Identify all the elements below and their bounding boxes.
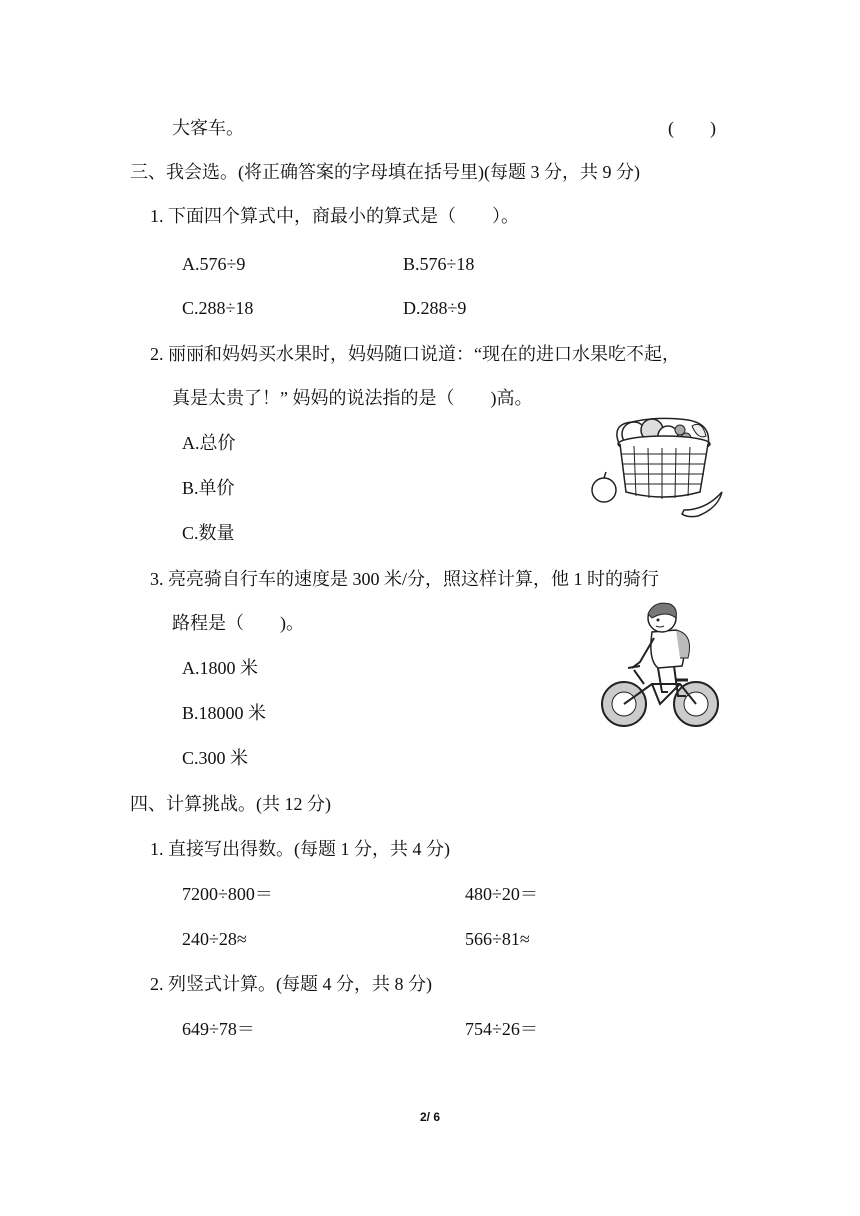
q1-option-c[interactable]: C.288÷18: [182, 298, 254, 318]
q3-stem-line1: 3. 亮亮骑自行车的速度是 300 米/分，照这样计算，他 1 时的骑行: [150, 569, 659, 589]
q1-option-b[interactable]: B.576÷18: [403, 254, 475, 274]
p1-item-1: 7200÷800＝: [182, 884, 273, 904]
q2-option-a[interactable]: A.总价: [182, 433, 236, 453]
boy-riding-bicycle-illustration: [596, 600, 726, 730]
q1-stem: 1. 下面四个算式中，商最小的算式是（ ）。: [150, 206, 519, 226]
q3-option-a[interactable]: A.1800 米: [182, 658, 258, 678]
p1-item-2: 480÷20＝: [465, 884, 538, 904]
section-3-heading: 三、我会选。(将正确答案的字母填在括号里)(每题 3 分，共 9 分): [130, 162, 640, 182]
q2-stem-line1: 2. 丽丽和妈妈买水果时，妈妈随口说道：“现在的进口水果吃不起，: [150, 344, 680, 364]
section-4-heading: 四、计算挑战。(共 12 分): [130, 794, 331, 814]
q1-option-d[interactable]: D.288÷9: [403, 298, 467, 318]
page-number: 2/ 6: [419, 1110, 440, 1124]
q3-option-c[interactable]: C.300 米: [182, 748, 249, 768]
q3-option-b[interactable]: B.18000 米: [182, 703, 267, 723]
q2-stem-line2: 真是太贵了！” 妈妈的说法指的是（ )高。: [172, 388, 533, 408]
p1-item-4: 566÷81≈: [465, 929, 530, 949]
prev-question-tail: 大客车。: [172, 118, 244, 138]
p2-title: 2. 列竖式计算。(每题 4 分，共 8 分): [150, 974, 432, 994]
p2-item-1: 649÷78＝: [182, 1019, 255, 1039]
fruit-basket-illustration: [588, 416, 728, 522]
q1-option-a[interactable]: A.576÷9: [182, 254, 246, 274]
q2-option-c[interactable]: C.数量: [182, 523, 235, 543]
q3-stem-line2: 路程是（ )。: [172, 613, 304, 633]
p1-title: 1. 直接写出得数。(每题 1 分，共 4 分): [150, 839, 450, 859]
p1-item-3: 240÷28≈: [182, 929, 247, 949]
p2-item-2: 754÷26＝: [465, 1019, 538, 1039]
q2-option-b[interactable]: B.单价: [182, 478, 235, 498]
answer-paren[interactable]: ( ): [668, 118, 716, 138]
